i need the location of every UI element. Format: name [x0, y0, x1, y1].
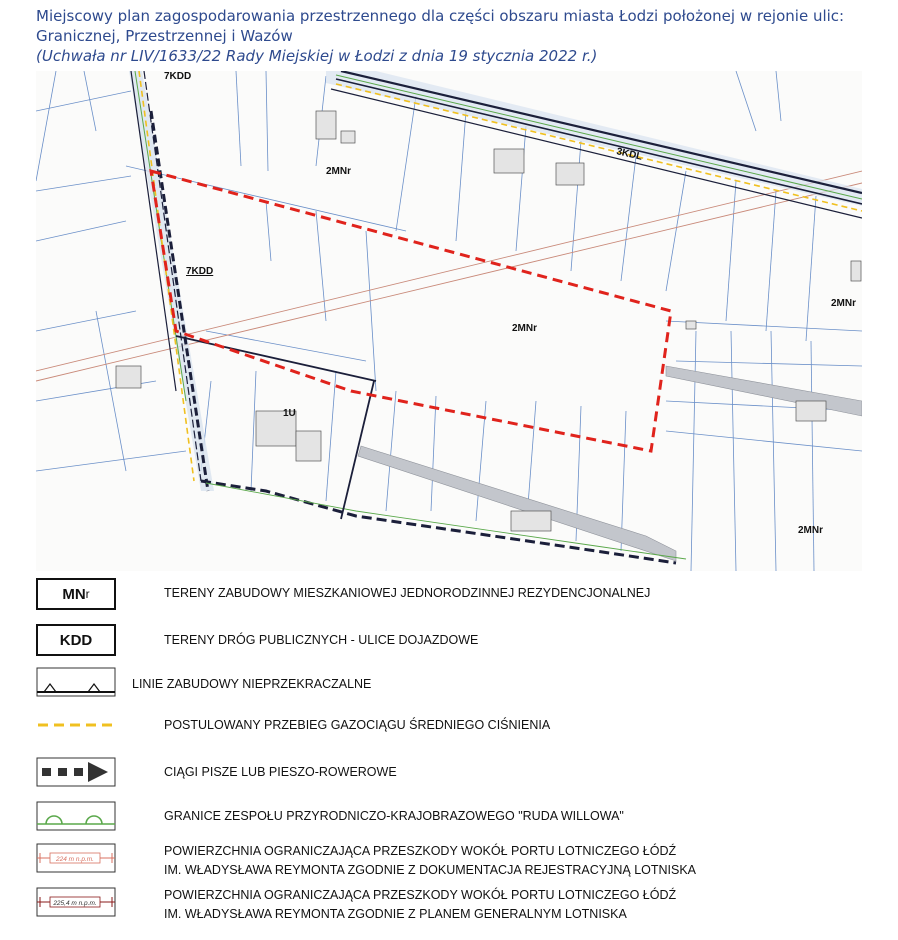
legend-item-building-line: [36, 666, 886, 700]
title-line-1: Miejscowy plan zagospodarowania przestrzennego dla części obszaru miasta Łodzi położonej w rejonie ulic:: [36, 7, 845, 25]
label-2mnr-north: 2MNr: [326, 166, 352, 177]
label-7kdd: 7KDD: [186, 266, 214, 277]
legend-item-airport-2: [36, 884, 886, 924]
legend-symbol-kdd: KDD: [36, 624, 116, 656]
airport-1-height-label: 224 m n.p.m.: [56, 856, 94, 863]
title-line-2: Granicznej, Przestrzennej i Wazów: [36, 27, 293, 45]
airport-line-icon: [36, 884, 116, 924]
label-7kdd-top: 7KDD: [164, 71, 192, 82]
legend-item-footpath: [36, 756, 886, 790]
legend-item-mnr: [36, 578, 886, 612]
legend-text-kdd: TERENY DRÓG PUBLICZNYCH - ULICE DOJAZDOWE: [164, 633, 479, 647]
title-line-3: (Uchwała nr LIV/1633/22 Rady Miejskiej w Łodzi z dnia 19 stycznia 2022 r.): [36, 47, 598, 65]
building-line-icon: [36, 666, 116, 700]
label-1u: 1U: [283, 408, 296, 419]
label-2mnr-center: 2MNr: [512, 323, 538, 334]
airport-2-height-label: 225,4 m n.p.m.: [53, 900, 97, 907]
legend-text-footpath: CIĄGI PISZE LUB PIESZO-ROWEROWE: [164, 765, 397, 779]
legend-symbol-mnr: MN r: [36, 578, 116, 610]
footpath-arrow-icon: [36, 756, 116, 790]
legend-item-airport-1: [36, 840, 886, 880]
legend-item-green-zone: [36, 800, 886, 834]
airport-line-icon: [36, 840, 116, 880]
legend-item-gas-line: [36, 712, 886, 742]
label-2mnr-southeast: 2MNr: [798, 525, 824, 536]
zoning-map[interactable]: [36, 71, 862, 571]
legend-text-mnr: TERENY ZABUDOWY MIESZKANIOWEJ JEDNORODZINNEJ REZYDENCJONALNEJ: [164, 586, 651, 600]
legend-text-green-zone: GRANICE ZESPOŁU PRZYRODNICZO-KRAJOBRAZOWEGO "RUDA WILLOWA": [164, 809, 624, 823]
legend-text-building-line: LINIE ZABUDOWY NIEPRZEKRACZALNE: [132, 677, 372, 691]
label-3kdl: 3KDL: [615, 146, 644, 163]
map-title: [36, 6, 886, 66]
gas-line-icon: [36, 712, 116, 742]
legend-item-kdd: [36, 624, 886, 658]
green-arches-icon: [36, 800, 116, 834]
legend-text-airport-2: POWIERZCHNIA OGRANICZAJĄCA PRZESZKODY WOKÓŁ PORTU LOTNICZEGO ŁÓDŹ IM. WŁADYSŁAWA REYMONTA ZGODNIE Z PLANEM GENERALNYM LOTNISKA: [164, 888, 677, 921]
legend-text-gas-line: POSTULOWANY PRZEBIEG GAZOCIĄGU ŚREDNIEGO CIŚNIENIA: [164, 718, 551, 732]
label-2mnr-east: 2MNr: [831, 298, 857, 309]
legend-text-airport-1: POWIERZCHNIA OGRANICZAJĄCA PRZESZKODY WOKÓŁ PORTU LOTNICZEGO ŁÓDŹ IM. WŁADYSŁAWA REYMONTA ZGODNIE Z DOKUMENTACJA REJESTRACYJNĄ LOTNISKA: [164, 844, 697, 877]
